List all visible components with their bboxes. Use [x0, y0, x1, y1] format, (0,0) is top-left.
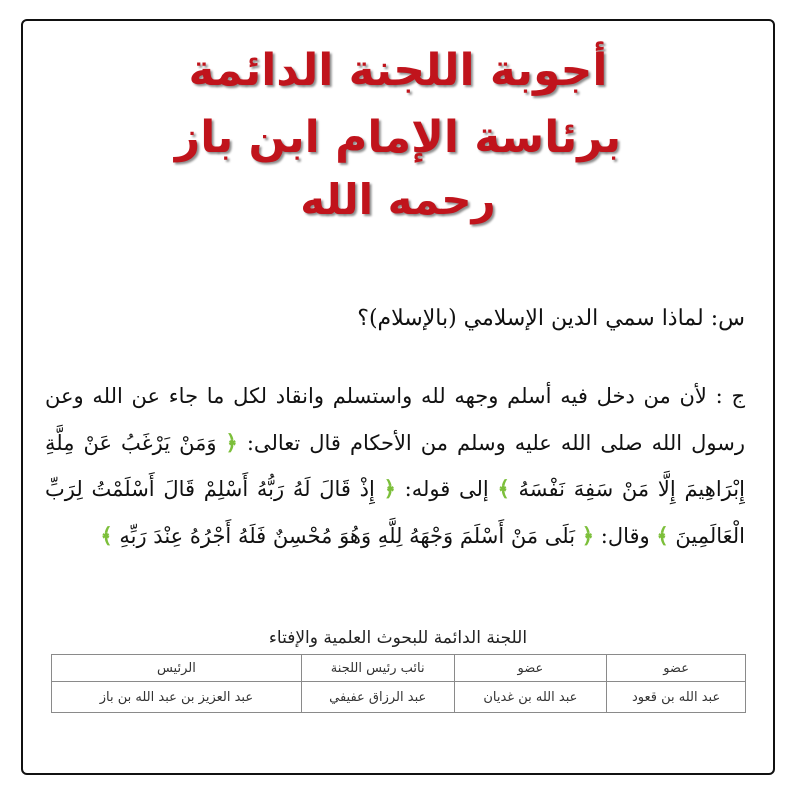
quran-verse-1: وَمَنْ يَرْغَبُ عَنْ مِلَّةِ إِبْرَاهِيمَ إِلَّا مَنْ سَفِهَ نَفْسَهُ: [45, 430, 745, 501]
quran-ornament-open: ﴿: [581, 522, 595, 548]
role-cell: الرئيس: [52, 655, 302, 682]
quran-verse-3: بَلَى مَنْ أَسْلَمَ وَجْهَهُ لِلَّهِ وَهُوَ مُحْسِنٌ فَلَهُ أَجْرُهُ عِنْدَ رَبِّهِ: [119, 523, 576, 548]
name-cell: عبد العزيز بن عبد الله بن باز: [52, 682, 302, 713]
answer-part-2: إلى قوله:: [404, 477, 489, 501]
quran-ornament-close: ﴾: [656, 522, 669, 548]
answer-paragraph: [45, 373, 745, 559]
page-frame: [21, 19, 775, 775]
role-cell: عضو: [607, 655, 746, 682]
answer-part-3: وقال:: [600, 523, 650, 548]
title-line-2: برئاسة الإمام ابن باز: [174, 112, 622, 163]
question-text: س: لماذا سمي الدين الإسلامي (بالإسلام)؟: [357, 306, 745, 331]
quran-ornament-close: ﴾: [497, 476, 510, 501]
committee-title: اللجنة الدائمة للبحوث العلمية والإفتاء: [268, 628, 528, 648]
roles-row: [52, 655, 746, 682]
names-row: [52, 682, 746, 713]
quran-ornament-close: ﴾: [100, 522, 113, 548]
quran-verse-2: إِذْ قَالَ لَهُ رَبُّهُ أَسْلِمْ قَالَ أَسْلَمْتُ لِرَبِّ الْعَالَمِينَ: [45, 477, 745, 548]
name-cell: عبد الرزاق عفيفي: [301, 682, 454, 713]
name-cell: عبد الله بن قعود: [607, 682, 746, 713]
signature-table: [51, 654, 746, 713]
role-cell: نائب رئيس اللجنة: [301, 655, 454, 682]
quran-ornament-open: ﴿: [225, 429, 238, 455]
name-cell: عبد الله بن غديان: [454, 682, 607, 713]
quran-ornament-open: ﴿: [383, 476, 396, 501]
title-line-3: رحمه الله: [300, 175, 496, 224]
title-line-1: أجوبة اللجنة الدائمة: [188, 45, 608, 96]
answer-part-1: ج : لأن من دخل فيه أسلم وجهه لله واستسلم وانقاد لكل ما جاء عن الله وعن رسول الله صلى الله عليه وسلم من الأحكام قال تعالى:: [45, 384, 745, 455]
role-cell: عضو: [454, 655, 607, 682]
